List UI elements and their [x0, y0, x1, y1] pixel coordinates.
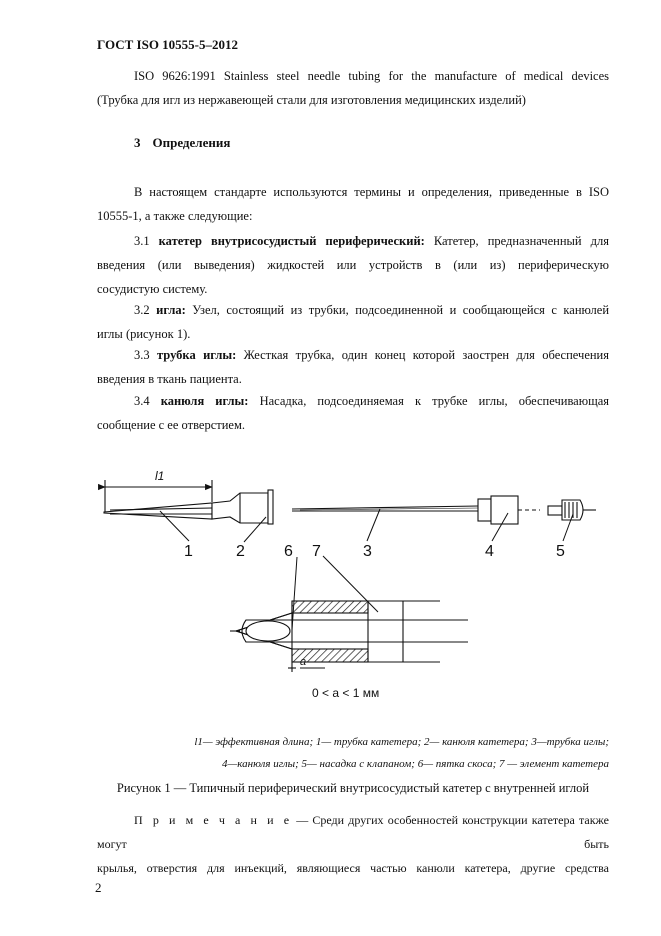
callout-4: 4 [485, 543, 494, 560]
note-label: П р и м е ч а н и е [134, 813, 293, 827]
definition-3-3 [97, 343, 609, 391]
definition-number: 3.1 [134, 234, 150, 248]
definition-text: Жесткая трубка, один конец которой заострен для обеспечения [243, 348, 609, 362]
reference-line-1: ISO 9626:1991 Stainless steel needle tubing for the manufacture of medical devices [134, 69, 609, 83]
catheter-wall-top [292, 601, 368, 613]
definition-line: введения (или выведения) жидкостей или устройств в (или из) периферическую [97, 258, 609, 272]
definition-line [97, 343, 609, 367]
reference-paragraph [97, 64, 609, 112]
range-label: 0 < a < 1 мм [312, 686, 380, 700]
callout-6: 6 [284, 543, 293, 560]
valve-plug-neck [548, 506, 562, 515]
definition-3-2 [97, 298, 609, 346]
definition-line: сосудистую систему. [97, 282, 208, 296]
intro-line-2: 10555-1, а также следующие: [97, 209, 253, 223]
definition-number: 3.2 [134, 303, 150, 317]
callout-1: 1 [184, 543, 193, 560]
definition-text: Катетер, предназначенный для [433, 234, 610, 248]
leader-3 [367, 509, 380, 541]
note-line-1 [97, 808, 609, 856]
definition-text: Узел, состоящий из трубки, подсоединенной и сообщающейся с канюлей [192, 303, 610, 317]
bevel-ellipse [246, 621, 290, 641]
definition-line [97, 298, 609, 322]
definition-line [97, 229, 609, 253]
definition-3-1 [97, 229, 609, 301]
callout-7: 7 [312, 543, 321, 560]
section-heading [134, 135, 230, 151]
figure-legend-line-1: l1— эффективная длина; 1— трубка катетера; 2— канюля катетера; 3—трубка иглы; [194, 736, 609, 748]
document-header: ГОСТ ISO 10555-5–2012 [97, 37, 239, 52]
note-text: — Среди других особенностей конструкции катетера также могут быть [97, 813, 609, 851]
figure-caption: Рисунок 1 — Типичный периферический внутрисосудистый катетер с внутренней иглой [116, 781, 590, 795]
a-label: a [300, 656, 307, 668]
note-paragraph [97, 808, 609, 880]
definition-number: 3.3 [134, 348, 150, 362]
catheter-figure [0, 455, 661, 715]
definition-line [97, 389, 609, 413]
tip-detail [230, 601, 468, 672]
callout-2: 2 [236, 543, 245, 560]
definition-term: игла: [156, 303, 186, 317]
dimension-label: l1 [155, 469, 165, 483]
definition-text: Насадка, подсоединяемая к трубке иглы, обеспечивающая [259, 394, 609, 408]
definition-3-4 [97, 389, 609, 437]
callout-numbers [184, 543, 565, 560]
definition-line: иглы (рисунок 1). [97, 327, 191, 341]
definition-number: 3.4 [134, 394, 150, 408]
page-number: 2 [95, 880, 102, 895]
reference-line-2: (Трубка для игл из нержавеющей стали для изготовления медицинских изделий) [97, 93, 526, 107]
definition-term: катетер внутрисосудистый периферический: [158, 234, 425, 248]
callout-5: 5 [556, 543, 565, 560]
intro-paragraph [97, 180, 609, 228]
section-title: Определения [152, 135, 231, 150]
intro-line-1: В настоящем стандарте используются термины и определения, приведенные в ISO [134, 185, 609, 199]
definition-term: канюля иглы: [160, 394, 249, 408]
definition-line: введения в ткань пациента. [97, 372, 242, 386]
note-line-2: крылья, отверстия для инъекций, являющиеся частью канюли катетера, другие средства [97, 861, 609, 875]
needle-hub-step [478, 499, 491, 521]
definition-term: трубка иглы: [157, 348, 237, 362]
catheter-hub-flange [268, 490, 273, 524]
figure-legend-line-2: 4—канюля иглы; 5— насадка с клапаном; 6— пятка скоса; 7 — элемент катетера [221, 758, 609, 770]
section-number: 3 [134, 135, 141, 150]
catheter-tube-shape [104, 503, 212, 519]
callout-3: 3 [363, 543, 372, 560]
catheter-assembly [104, 480, 596, 524]
leader-6 [292, 557, 297, 630]
definition-line: сообщение с ее отверстием. [97, 418, 245, 432]
